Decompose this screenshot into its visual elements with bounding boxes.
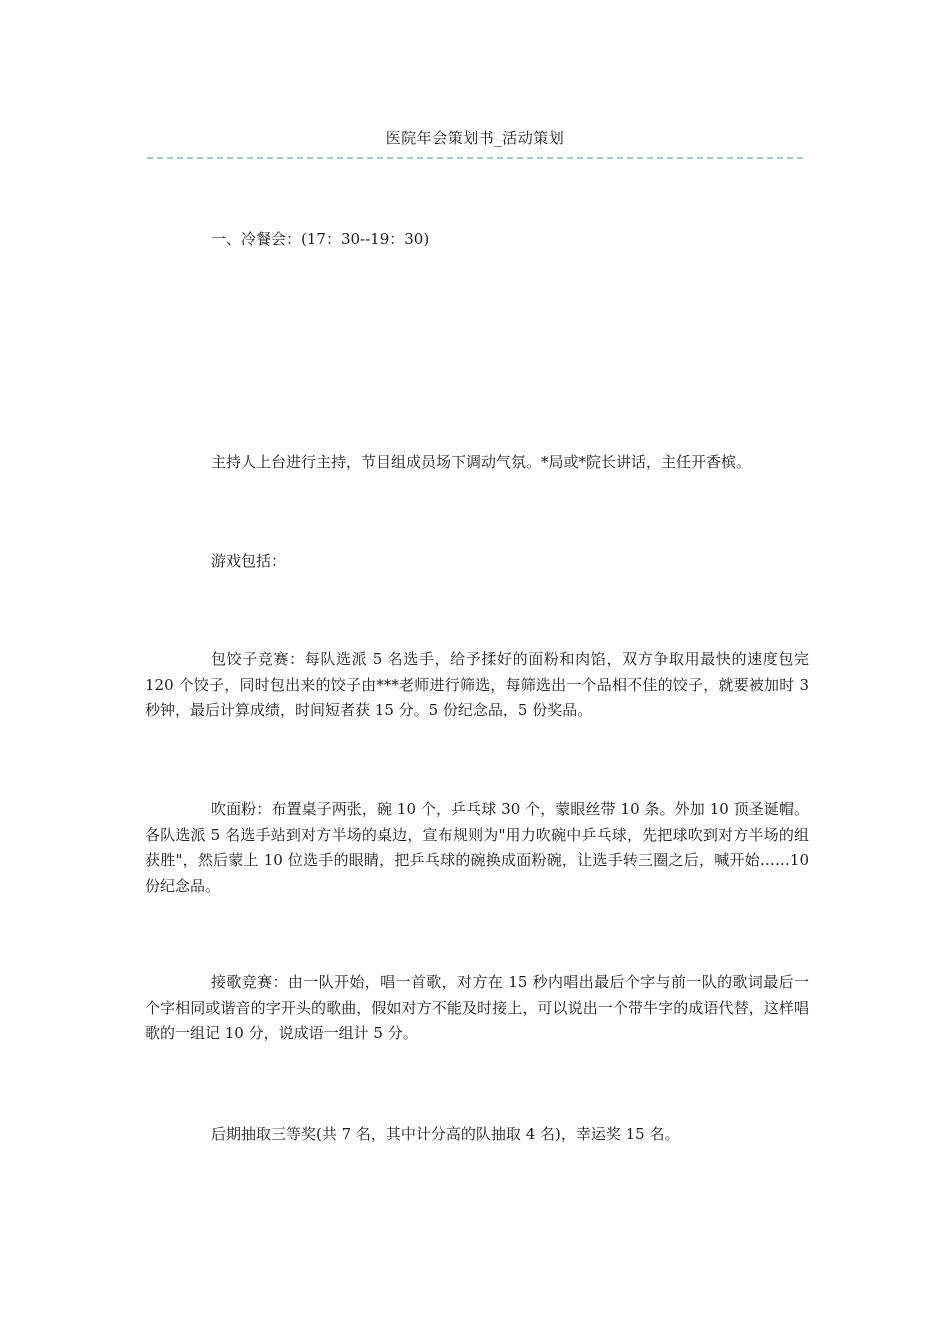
dumpling-contest-paragraph: 包饺子竞赛：每队选派 5 名选手，给予揉好的面粉和肉馅，双方争取用最快的速度包完 120 个饺子，同时包出来的饺子由***老师进行筛选，每筛选出一个品相不佳的饺子，就要被加时 3 秒钟，最后计算成绩，时间短者获 15 分。5 份纪念品，5 份奖品。: [145, 650, 809, 719]
page-title: 医院年会策划书_活动策划: [385, 129, 565, 147]
section-heading: 一、冷餐会：(17：30--19：30): [211, 230, 430, 248]
host-paragraph: 主持人上台进行主持，节目组成员场下调动气氛。*局或*院长讲话，主任开香槟。: [211, 453, 752, 471]
song-relay-paragraph: 接歌竞赛：由一队开始，唱一首歌，对方在 15 秒内唱出最后个字与前一队的歌词最后一个字相同或谐音的字开头的歌曲，假如对方不能及时接上，可以说出一个带牛字的成语代替，这样唱歌的一组记 10 分，说成语一组计 5 分。: [145, 973, 809, 1042]
title-divider: [147, 157, 803, 159]
prize-draw-paragraph: 后期抽取三等奖(共 7 名，其中计分高的队抽取 4 名)，幸运奖 15 名。: [211, 1125, 680, 1143]
blow-flour-paragraph: 吹面粉：布置桌子两张，碗 10 个，乒乓球 30 个，蒙眼丝带 10 条。外加 10 顶圣诞帽。各队选派 5 名选手站到对方半场的桌边，宣布规则为"用力吹碗中乒乓球，先把球吹到对方半场的组获胜"，然后蒙上 10 位选手的眼睛，把乒乓球的碗换成面粉碗，让选手转三圈之后，喊开始……10 份纪念品。: [145, 800, 809, 895]
games-intro-paragraph: 游戏包括：: [211, 552, 287, 570]
